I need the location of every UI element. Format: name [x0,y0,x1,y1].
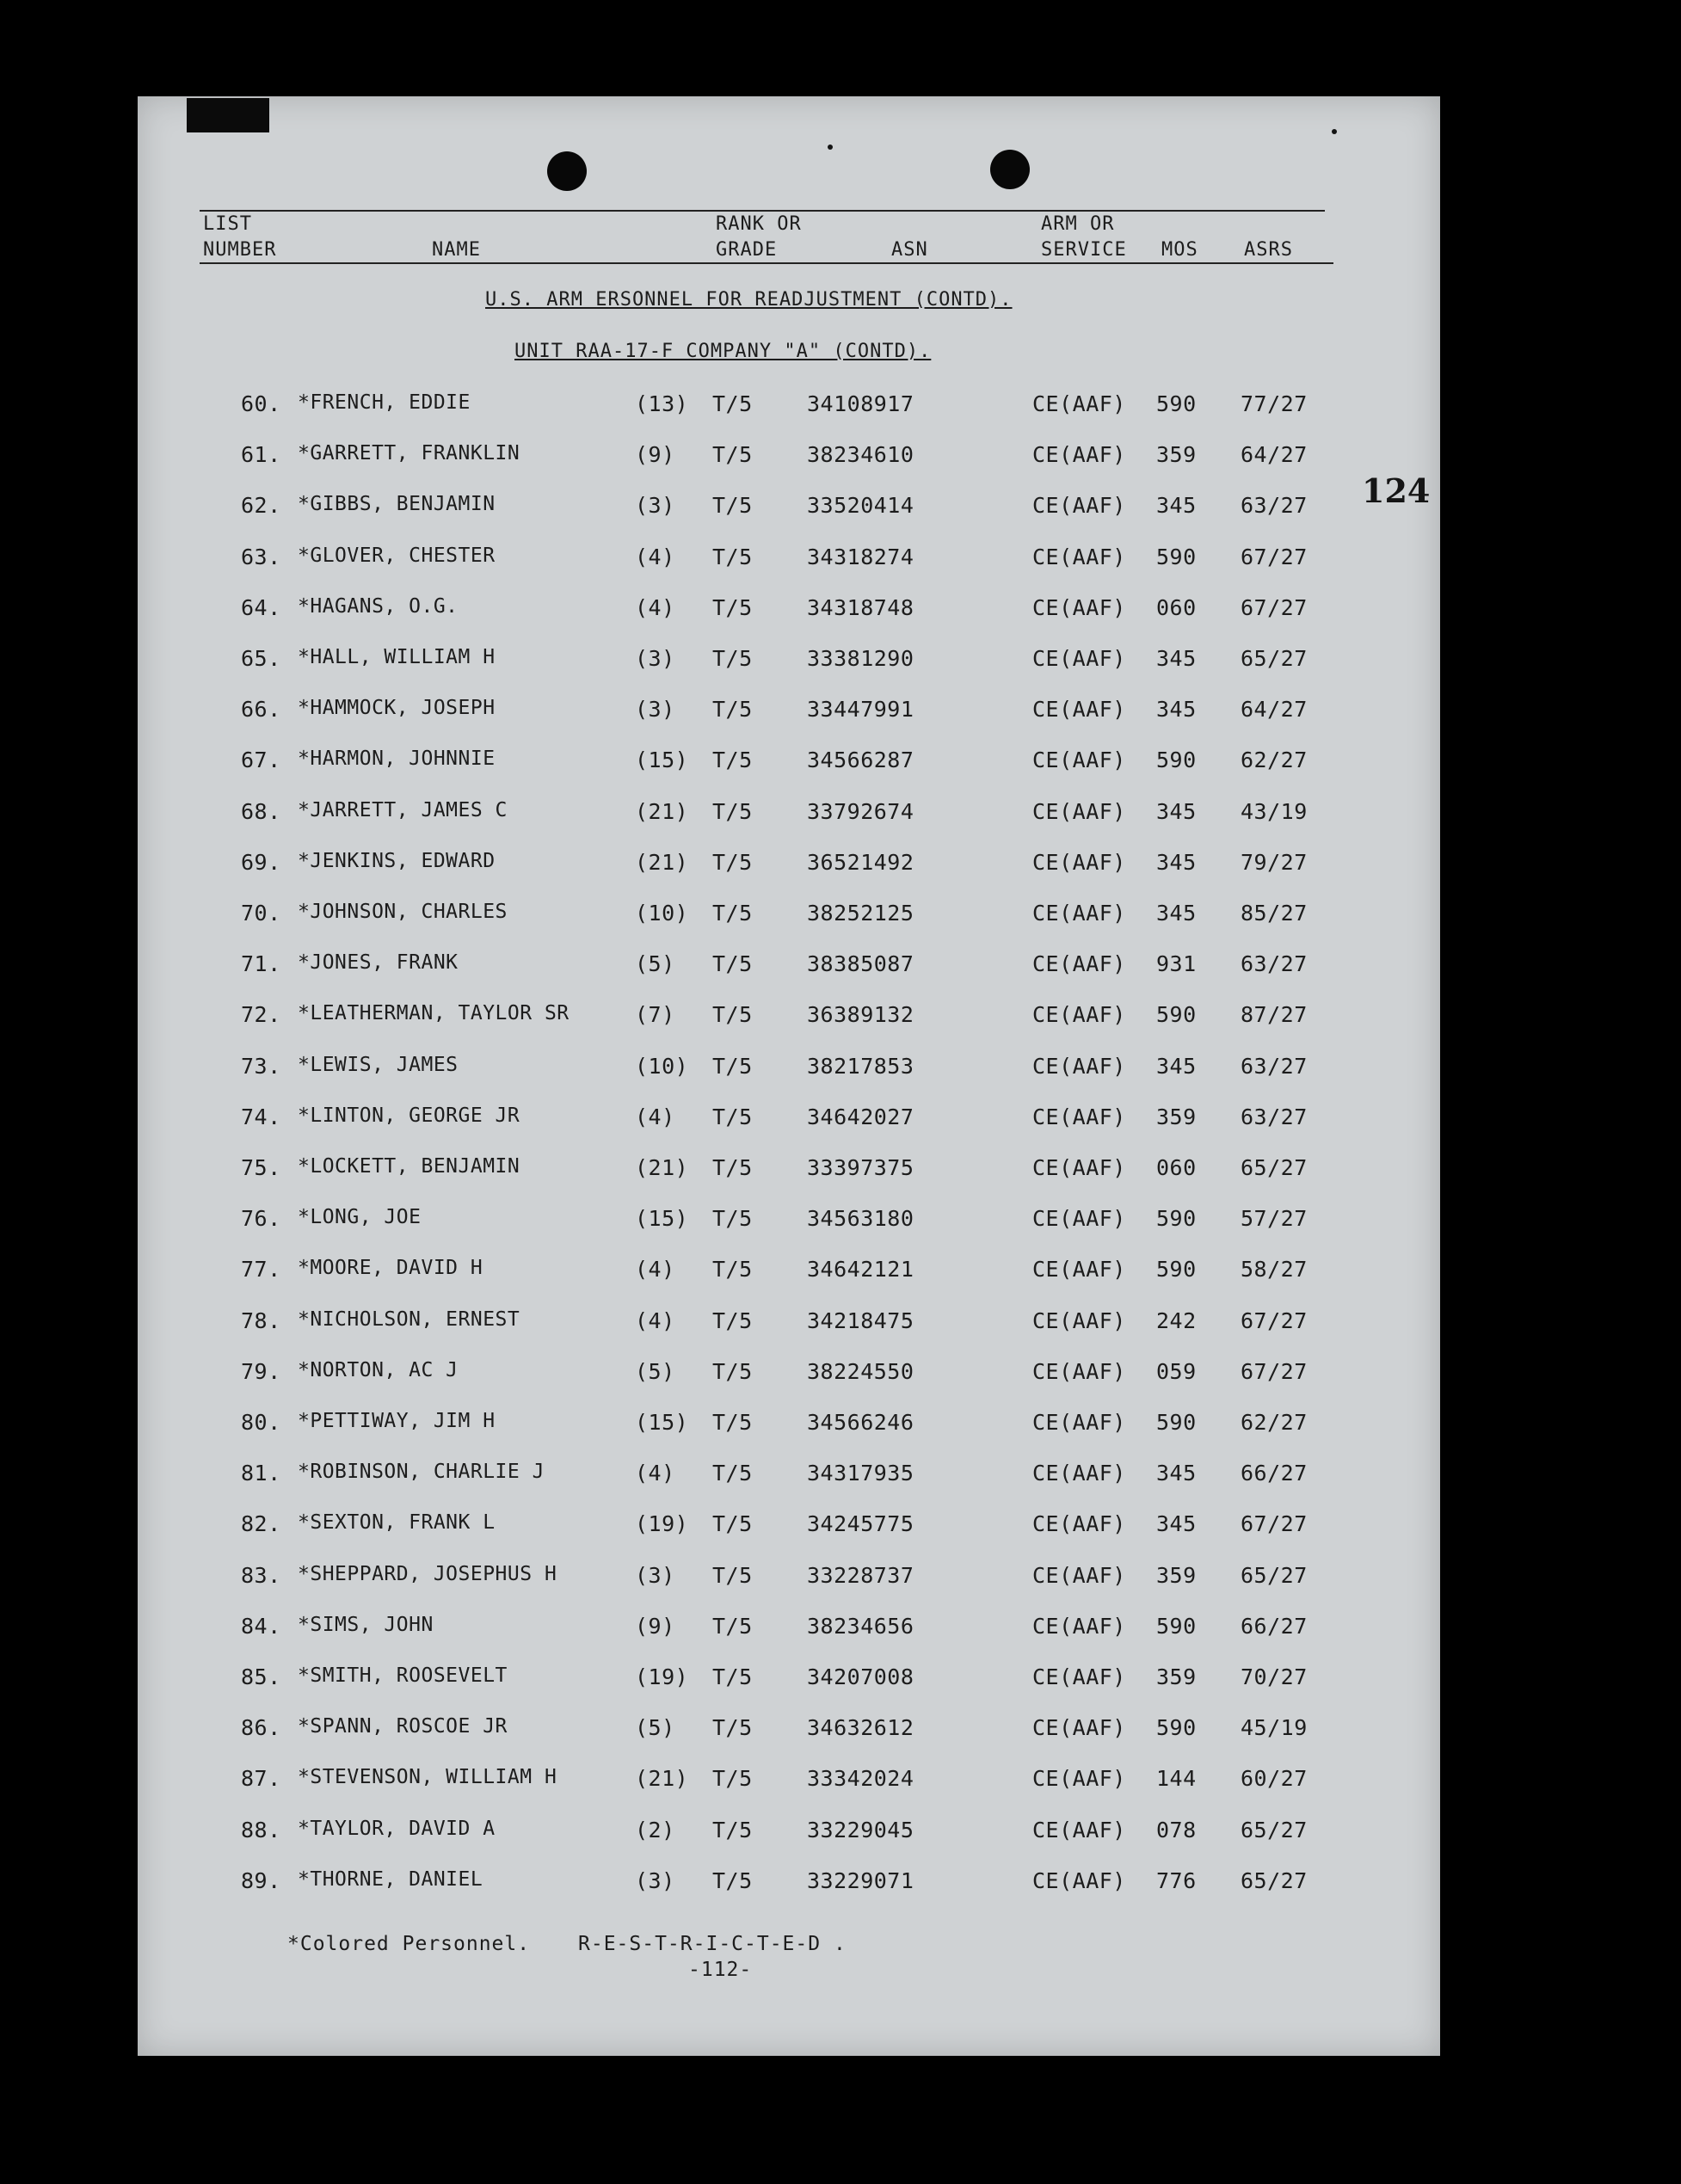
list-number: 65. [241,646,281,671]
table-row [138,1715,1440,1750]
group-code: (4) [635,1308,675,1333]
list-number: 74. [241,1104,281,1129]
rank-grade: T/5 [712,799,753,824]
unit-title: UNIT RAA-17-F COMPANY "A" (CONTD). [514,341,932,362]
person-name: *SEXTON, FRANK L [298,1511,496,1534]
group-code: (5) [635,951,675,976]
mos-code: 060 [1156,1155,1197,1180]
mos-code: 590 [1156,747,1197,772]
table-row [138,1511,1440,1546]
mos-code: 590 [1156,1715,1197,1740]
rank-grade: T/5 [712,442,753,467]
person-name: *HARMON, JOHNNIE [298,747,496,770]
group-code: (21) [635,799,689,824]
section-title: U.S. ARM ERSONNEL FOR READJUSTMENT (CONTD). [485,289,1013,311]
arm-service: CE(AAF) [1032,1054,1126,1079]
header-rank-grade [716,212,802,263]
arm-service: CE(AAF) [1032,951,1126,976]
mos-code: 078 [1156,1818,1197,1843]
arm-service: CE(AAF) [1032,697,1126,722]
group-code: (2) [635,1818,675,1843]
list-number: 60. [241,391,281,416]
list-number: 87. [241,1766,281,1791]
group-code: (3) [635,1868,675,1893]
mos-code: 931 [1156,951,1197,976]
rank-grade: T/5 [712,1206,753,1231]
army-serial-number: 38385087 [807,951,914,976]
header-bottom-rule [200,262,1333,264]
mos-code: 345 [1156,850,1197,875]
header-mos: MOS [1161,239,1198,261]
arm-service: CE(AAF) [1032,1664,1126,1689]
list-number: 85. [241,1664,281,1689]
asrs-score: 67/27 [1241,1308,1308,1333]
group-code: (5) [635,1359,675,1384]
asrs-score: 67/27 [1241,544,1308,569]
group-code: (13) [635,391,689,416]
punch-hole-left [547,151,587,191]
asrs-score: 65/27 [1241,1155,1308,1180]
person-name: *LINTON, GEORGE JR [298,1104,520,1127]
army-serial-number: 33229071 [807,1868,914,1893]
arm-service: CE(AAF) [1032,1308,1126,1333]
group-code: (10) [635,1054,689,1079]
table-row [138,391,1440,426]
table-row [138,1104,1440,1139]
arm-service: CE(AAF) [1032,1818,1126,1843]
arm-service: CE(AAF) [1032,493,1126,518]
group-code: (7) [635,1002,675,1027]
mos-code: 345 [1156,493,1197,518]
person-name: *HALL, WILLIAM H [298,646,496,668]
list-number: 63. [241,544,281,569]
table-row [138,747,1440,782]
mos-code: 345 [1156,1461,1197,1486]
table-row [138,544,1440,579]
table-row [138,1818,1440,1852]
rank-grade: T/5 [712,747,753,772]
rank-grade: T/5 [712,1410,753,1435]
list-number: 78. [241,1308,281,1333]
arm-service: CE(AAF) [1032,1206,1126,1231]
rank-grade: T/5 [712,951,753,976]
person-name: *GARRETT, FRANKLIN [298,442,520,464]
army-serial-number: 34566287 [807,747,914,772]
rank-grade: T/5 [712,1614,753,1639]
arm-service: CE(AAF) [1032,901,1126,926]
army-serial-number: 34207008 [807,1664,914,1689]
asrs-score: 65/27 [1241,1563,1308,1588]
asrs-score: 67/27 [1241,1511,1308,1536]
asrs-score: 63/27 [1241,493,1308,518]
header-list-number-line1: LIST [203,213,252,235]
header-asrs: ASRS [1244,239,1293,261]
table-row [138,442,1440,477]
list-number: 79. [241,1359,281,1384]
arm-service: CE(AAF) [1032,442,1126,467]
table-row [138,1868,1440,1903]
army-serial-number: 33342024 [807,1766,914,1791]
asrs-score: 63/27 [1241,1054,1308,1079]
rank-grade: T/5 [712,595,753,620]
list-number: 81. [241,1461,281,1486]
list-number: 72. [241,1002,281,1027]
asrs-score: 65/27 [1241,1868,1308,1893]
group-code: (21) [635,1155,689,1180]
arm-service: CE(AAF) [1032,1715,1126,1740]
table-row [138,595,1440,630]
mos-code: 345 [1156,646,1197,671]
list-number: 73. [241,1054,281,1079]
list-number: 83. [241,1563,281,1588]
page-number: -112- [688,1959,753,1981]
army-serial-number: 36389132 [807,1002,914,1027]
asrs-score: 77/27 [1241,391,1308,416]
table-row [138,697,1440,731]
person-name: *SMITH, ROOSEVELT [298,1664,508,1687]
group-code: (9) [635,1614,675,1639]
asrs-score: 63/27 [1241,1104,1308,1129]
asrs-score: 79/27 [1241,850,1308,875]
person-name: *LEWIS, JAMES [298,1054,459,1076]
rank-grade: T/5 [712,697,753,722]
arm-service: CE(AAF) [1032,1410,1126,1435]
table-row [138,1308,1440,1343]
mos-code: 359 [1156,1664,1197,1689]
army-serial-number: 34566246 [807,1410,914,1435]
arm-service: CE(AAF) [1032,1002,1126,1027]
person-name: *GIBBS, BENJAMIN [298,493,496,515]
mos-code: 590 [1156,1206,1197,1231]
mos-code: 345 [1156,1054,1197,1079]
list-number: 67. [241,747,281,772]
list-number: 62. [241,493,281,518]
mos-code: 590 [1156,544,1197,569]
army-serial-number: 33381290 [807,646,914,671]
asrs-score: 87/27 [1241,1002,1308,1027]
mos-code: 345 [1156,697,1197,722]
army-serial-number: 33229045 [807,1818,914,1843]
asrs-score: 58/27 [1241,1257,1308,1282]
rank-grade: T/5 [712,1715,753,1740]
mos-code: 059 [1156,1359,1197,1384]
table-row [138,493,1440,527]
person-name: *SPANN, ROSCOE JR [298,1715,508,1738]
arm-service: CE(AAF) [1032,1359,1126,1384]
rank-grade: T/5 [712,1054,753,1079]
arm-service: CE(AAF) [1032,799,1126,824]
table-row [138,646,1440,680]
army-serial-number: 34563180 [807,1206,914,1231]
table-row [138,1664,1440,1699]
arm-service: CE(AAF) [1032,747,1126,772]
asrs-score: 66/27 [1241,1614,1308,1639]
group-code: (4) [635,595,675,620]
mos-code: 590 [1156,1614,1197,1639]
arm-service: CE(AAF) [1032,1766,1126,1791]
table-row [138,1563,1440,1597]
asrs-score: 57/27 [1241,1206,1308,1231]
rank-grade: T/5 [712,544,753,569]
group-code: (9) [635,442,675,467]
army-serial-number: 38217853 [807,1054,914,1079]
rank-grade: T/5 [712,1563,753,1588]
table-row [138,901,1440,935]
table-row [138,1155,1440,1190]
army-serial-number: 36521492 [807,850,914,875]
group-code: (5) [635,1715,675,1740]
army-serial-number: 34318748 [807,595,914,620]
army-serial-number: 34632612 [807,1715,914,1740]
rank-grade: T/5 [712,646,753,671]
header-list-number-line2: NUMBER [203,239,277,261]
arm-service: CE(AAF) [1032,1614,1126,1639]
army-serial-number: 38234656 [807,1614,914,1639]
group-code: (4) [635,1257,675,1282]
army-serial-number: 34245775 [807,1511,914,1536]
ink-speck [1332,129,1337,134]
rank-grade: T/5 [712,1511,753,1536]
mos-code: 242 [1156,1308,1197,1333]
army-serial-number: 33447991 [807,697,914,722]
group-code: (3) [635,697,675,722]
person-name: *JONES, FRANK [298,951,459,974]
army-serial-number: 33397375 [807,1155,914,1180]
table-row [138,1257,1440,1291]
group-code: (21) [635,850,689,875]
list-number: 70. [241,901,281,926]
person-name: *GLOVER, CHESTER [298,544,496,567]
asrs-score: 70/27 [1241,1664,1308,1689]
asrs-score: 85/27 [1241,901,1308,926]
asrs-score: 64/27 [1241,697,1308,722]
mos-code: 345 [1156,1511,1197,1536]
rank-grade: T/5 [712,1766,753,1791]
table-row [138,1461,1440,1495]
person-name: *HAGANS, O.G. [298,595,459,618]
army-serial-number: 34318274 [807,544,914,569]
mos-code: 590 [1156,1002,1197,1027]
rank-grade: T/5 [712,850,753,875]
asrs-score: 67/27 [1241,595,1308,620]
list-number: 68. [241,799,281,824]
header-rank-grade-line1: RANK OR [716,213,802,235]
person-name: *THORNE, DANIEL [298,1868,483,1891]
arm-service: CE(AAF) [1032,1257,1126,1282]
asrs-score: 65/27 [1241,1818,1308,1843]
list-number: 75. [241,1155,281,1180]
army-serial-number: 33228737 [807,1563,914,1588]
arm-service: CE(AAF) [1032,1461,1126,1486]
group-code: (19) [635,1511,689,1536]
group-code: (10) [635,901,689,926]
header-top-rule [200,210,1325,212]
list-number: 71. [241,951,281,976]
table-row [138,1359,1440,1393]
group-code: (15) [635,747,689,772]
group-code: (15) [635,1410,689,1435]
group-code: (21) [635,1766,689,1791]
list-number: 80. [241,1410,281,1435]
army-serial-number: 38252125 [807,901,914,926]
footnote: *Colored Personnel. [287,1933,531,1955]
arm-service: CE(AAF) [1032,850,1126,875]
group-code: (3) [635,493,675,518]
mos-code: 590 [1156,1257,1197,1282]
army-serial-number: 33792674 [807,799,914,824]
army-serial-number: 33520414 [807,493,914,518]
header-rank-grade-line2: GRADE [716,239,778,261]
army-serial-number: 34642027 [807,1104,914,1129]
asrs-score: 62/27 [1241,747,1308,772]
page-stamp-number: 124 [1362,471,1431,510]
arm-service: CE(AAF) [1032,1868,1126,1893]
header-list-number [203,212,276,263]
person-name: *MOORE, DAVID H [298,1257,483,1279]
rank-grade: T/5 [712,391,753,416]
mos-code: 345 [1156,799,1197,824]
group-code: (15) [635,1206,689,1231]
mos-code: 359 [1156,442,1197,467]
army-serial-number: 38234610 [807,442,914,467]
arm-service: CE(AAF) [1032,1511,1126,1536]
army-serial-number: 34218475 [807,1308,914,1333]
person-name: *PETTIWAY, JIM H [298,1410,496,1432]
group-code: (4) [635,1461,675,1486]
arm-service: CE(AAF) [1032,544,1126,569]
mos-code: 144 [1156,1766,1197,1791]
table-row [138,1054,1440,1088]
asrs-score: 67/27 [1241,1359,1308,1384]
list-number: 84. [241,1614,281,1639]
mos-code: 359 [1156,1563,1197,1588]
person-name: *TAYLOR, DAVID A [298,1818,496,1840]
table-row [138,1410,1440,1444]
person-name: *SHEPPARD, JOSEPHUS H [298,1563,557,1585]
arm-service: CE(AAF) [1032,1155,1126,1180]
document-page [138,96,1440,2056]
asrs-score: 64/27 [1241,442,1308,467]
list-number: 76. [241,1206,281,1231]
group-code: (3) [635,646,675,671]
table-row [138,1766,1440,1800]
person-name: *JARRETT, JAMES C [298,799,508,821]
table-row [138,951,1440,986]
person-name: *SIMS, JOHN [298,1614,434,1636]
header-arm-service [1041,212,1127,263]
group-code: (4) [635,544,675,569]
list-number: 89. [241,1868,281,1893]
asrs-score: 65/27 [1241,646,1308,671]
mos-code: 060 [1156,595,1197,620]
list-number: 64. [241,595,281,620]
rank-grade: T/5 [712,1308,753,1333]
mos-code: 345 [1156,901,1197,926]
asrs-score: 43/19 [1241,799,1308,824]
list-number: 88. [241,1818,281,1843]
arm-service: CE(AAF) [1032,1563,1126,1588]
group-code: (19) [635,1664,689,1689]
rank-grade: T/5 [712,1818,753,1843]
rank-grade: T/5 [712,1868,753,1893]
punch-hole-right [990,150,1030,189]
mos-code: 590 [1156,391,1197,416]
person-name: *HAMMOCK, JOSEPH [298,697,496,719]
asrs-score: 45/19 [1241,1715,1308,1740]
classification-mark: R-E-S-T-R-I-C-T-E-D . [578,1933,847,1955]
header-asn: ASN [891,239,928,261]
ink-speck [828,145,833,150]
rank-grade: T/5 [712,493,753,518]
rank-grade: T/5 [712,1664,753,1689]
person-name: *ROBINSON, CHARLIE J [298,1461,545,1483]
list-number: 66. [241,697,281,722]
asrs-score: 66/27 [1241,1461,1308,1486]
list-number: 61. [241,442,281,467]
list-number: 82. [241,1511,281,1536]
list-number: 77. [241,1257,281,1282]
group-code: (3) [635,1563,675,1588]
arm-service: CE(AAF) [1032,646,1126,671]
mos-code: 359 [1156,1104,1197,1129]
rank-grade: T/5 [712,1104,753,1129]
rank-grade: T/5 [712,901,753,926]
asrs-score: 63/27 [1241,951,1308,976]
army-serial-number: 34108917 [807,391,914,416]
army-serial-number: 34642121 [807,1257,914,1282]
arm-service: CE(AAF) [1032,1104,1126,1129]
header-arm-service-line2: SERVICE [1041,239,1127,261]
group-code: (4) [635,1104,675,1129]
person-name: *NICHOLSON, ERNEST [298,1308,520,1331]
rank-grade: T/5 [712,1002,753,1027]
table-row [138,1002,1440,1037]
person-name: *FRENCH, EDDIE [298,391,471,414]
header-name: NAME [432,239,481,261]
list-number: 86. [241,1715,281,1740]
person-name: *LONG, JOE [298,1206,422,1228]
mos-code: 590 [1156,1410,1197,1435]
header-arm-service-line1: ARM OR [1041,213,1115,235]
person-name: *JOHNSON, CHARLES [298,901,508,923]
person-name: *JENKINS, EDWARD [298,850,496,872]
person-name: *NORTON, AC J [298,1359,459,1381]
rank-grade: T/5 [712,1155,753,1180]
rank-grade: T/5 [712,1461,753,1486]
rank-grade: T/5 [712,1257,753,1282]
arm-service: CE(AAF) [1032,595,1126,620]
person-name: *STEVENSON, WILLIAM H [298,1766,557,1788]
table-row [138,799,1440,834]
table-row [138,850,1440,884]
film-tab-marker [187,98,269,132]
arm-service: CE(AAF) [1032,391,1126,416]
army-serial-number: 34317935 [807,1461,914,1486]
asrs-score: 60/27 [1241,1766,1308,1791]
table-row [138,1206,1440,1240]
table-row [138,1614,1440,1648]
mos-code: 776 [1156,1868,1197,1893]
rank-grade: T/5 [712,1359,753,1384]
asrs-score: 62/27 [1241,1410,1308,1435]
list-number: 69. [241,850,281,875]
army-serial-number: 38224550 [807,1359,914,1384]
person-name: *LEATHERMAN, TAYLOR SR [298,1002,570,1024]
person-name: *LOCKETT, BENJAMIN [298,1155,520,1178]
